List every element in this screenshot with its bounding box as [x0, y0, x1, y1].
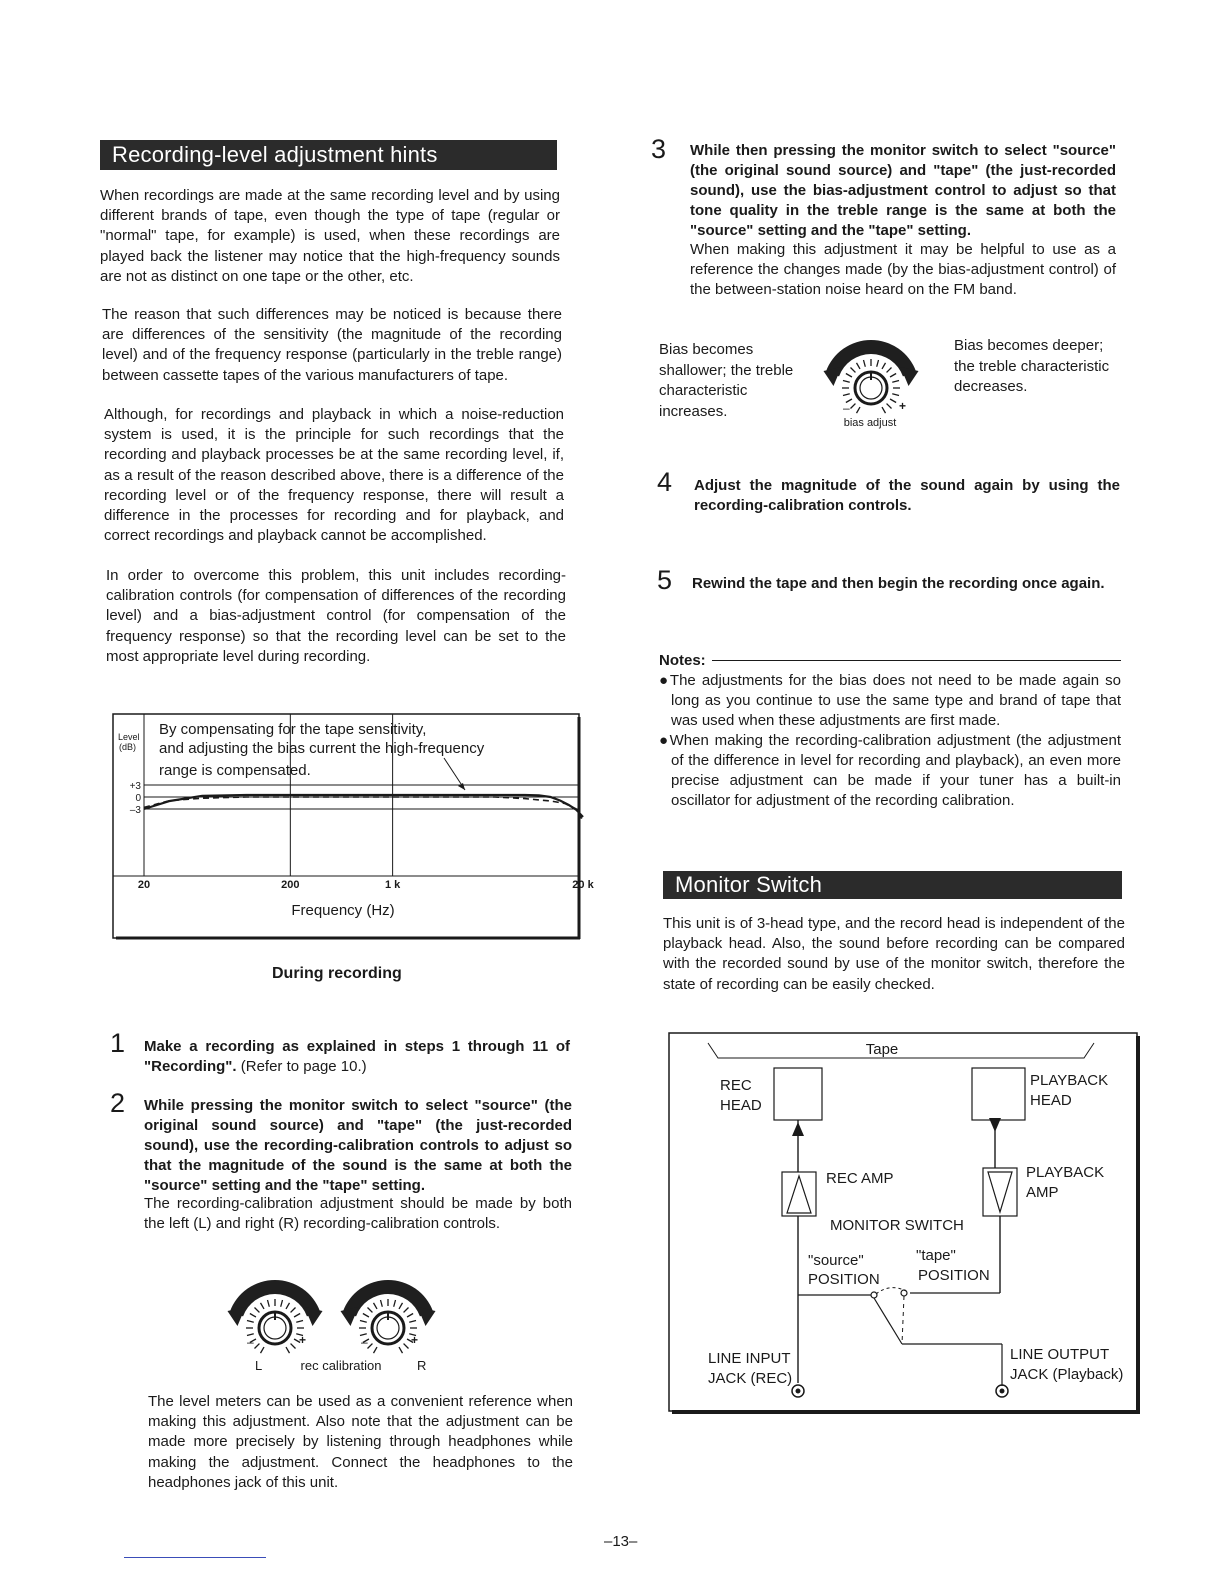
- knob-dial: [227, 1280, 322, 1353]
- knob-tick: [261, 1303, 265, 1309]
- frequency-response-chart: [108, 708, 594, 944]
- section-title-monitor-switch: Monitor Switch: [663, 871, 1122, 899]
- playback-amp-box: [983, 1168, 1017, 1216]
- bias-left-line: increases.: [659, 402, 728, 420]
- y-axis-label-line2: (dB): [119, 742, 137, 752]
- knob-tick: [887, 367, 892, 372]
- knob-tick: [291, 1307, 296, 1312]
- knob-tick: [877, 360, 879, 367]
- knob-tick: [267, 1300, 269, 1307]
- knob-tick: [360, 1320, 367, 1322]
- bias-deeper-text: [954, 336, 1109, 398]
- playback-amp-label: PLAYBACK: [1026, 1164, 1105, 1181]
- knob-arrow-left: [823, 367, 841, 386]
- knob-tick: [286, 1303, 290, 1309]
- knob-plus-left: +: [299, 1333, 307, 1347]
- knob-tick: [857, 407, 861, 413]
- rec-calibration-caption: rec calibration: [300, 1358, 382, 1373]
- hints-paragraph-1: When recordings are made at the same recording level and by using different brands of tape, even though the type of tape (regular or "normal" tape, for example) is used, when these recordings are played back the listener may notice that the high-frequency sounds are not as distinct on one tape or the other, etc.: [100, 187, 560, 285]
- x-tick-label: 1 k: [384, 879, 401, 891]
- knob-tick: [843, 380, 850, 382]
- knob-arrow-right: [418, 1307, 436, 1326]
- knob-left-label: L: [255, 1358, 263, 1373]
- rec-head-label: REC: [720, 1077, 752, 1094]
- monitor-switch-label: MONITOR SWITCH: [830, 1217, 964, 1234]
- step-3-bold-text: [690, 141, 1116, 241]
- monitor-switch-diagram: [664, 1028, 1144, 1420]
- knob-tick: [890, 374, 896, 378]
- playback-head-label: PLAYBACK: [1030, 1072, 1109, 1089]
- x-axis-label: Frequency (Hz): [291, 902, 395, 919]
- source-position-label: "source": [808, 1252, 864, 1269]
- step-3-number: 3: [651, 134, 667, 164]
- knob-tick: [882, 363, 886, 369]
- chart-title-line1: By compensating for the tape sensitivity,: [159, 721, 427, 738]
- knob-tick: [291, 1344, 296, 1349]
- bias-left-line: shallower; the treble: [659, 361, 794, 379]
- knob-tick: [250, 1314, 256, 1318]
- step-1-bold: Make a recording as explained in steps 1 through 11 of "Recording".: [144, 1038, 570, 1075]
- knob-tick: [857, 363, 861, 369]
- step-5-text: [692, 574, 1122, 594]
- y-tick-label: 0: [135, 793, 141, 804]
- playback-head-label: HEAD: [1030, 1092, 1072, 1109]
- line-output-label: LINE OUTPUT: [1010, 1346, 1110, 1363]
- monitor-switch-paragraph: This unit is of 3-head type, and the record head is independent of the playback head. Also, the sound before recording can be compared with the recorded sound by use of the monitor switch, therefore the state of recording can be easily checked.: [663, 915, 1125, 993]
- chart-title-line2: and adjusting the bias current the high-frequency: [159, 740, 485, 757]
- knob-tick: [374, 1347, 378, 1353]
- line-input-label: JACK (REC): [708, 1370, 793, 1387]
- knob-tick: [367, 1307, 372, 1312]
- x-tick-label: 200: [281, 879, 300, 891]
- footer-rule: [124, 1557, 266, 1558]
- knob-tick: [374, 1303, 378, 1309]
- rec-calibration-knobs: [225, 1258, 445, 1378]
- knob-tick: [296, 1320, 303, 1322]
- line-output-label: JACK (Playback): [1010, 1366, 1124, 1383]
- bias-left-line: Bias becomes: [659, 341, 754, 358]
- knob-tick: [407, 1314, 413, 1318]
- level-meters-paragraph: The level meters can be used as a convenient reference when making this adjustment. Also note that the adjustment can be made more precisely by listening through headphones while making the adjustment. Connect the headphones to the headphones jack of this unit.: [148, 1393, 573, 1491]
- knob-tick: [247, 1320, 254, 1322]
- step-1-text: [144, 1037, 570, 1077]
- knob-tick: [380, 1300, 382, 1307]
- hints-paragraph-4: In order to overcome this problem, this unit includes recording-calibration controls (for compensation of differences of the recording level) and a bias-adjustment control (for compensation of the frequency response) so that the recording level can be set to the most appropriate level during recording.: [106, 567, 566, 665]
- bias-right-line: decreases.: [954, 378, 1028, 395]
- step-2-bold-text: [144, 1096, 572, 1196]
- rec-amp-label: REC AMP: [826, 1170, 894, 1187]
- knob-tick: [863, 360, 865, 367]
- y-tick-label: +3: [129, 781, 141, 792]
- step-2-bold: While pressing the monitor switch to select "source" (the original sound source) and "tape" (the just-recorded sound), use the recording-calibration controls to adjust so that the magnitude of the sound is the same at both the "source" setting and the "tape" setting.: [144, 1097, 572, 1194]
- bias-adjust-caption: bias adjust: [843, 417, 897, 429]
- knob-arrow-right: [901, 367, 919, 386]
- during-recording-heading: During recording: [272, 965, 402, 982]
- step-2-normal-text: The recording-calibration adjustment should be made by both the left (L) and right (R) recording-calibration controls.: [144, 1195, 572, 1232]
- knob-arrow-left: [227, 1307, 245, 1326]
- knob-tick: [887, 404, 892, 409]
- knob-tick: [843, 394, 850, 396]
- knob-tick: [254, 1307, 259, 1312]
- knob-minus-right: –: [361, 1335, 368, 1349]
- bias-right-line: Bias becomes deeper;: [954, 337, 1104, 354]
- knob-tick: [281, 1300, 283, 1307]
- chart-title-line3: range is compensated.: [159, 762, 311, 779]
- knob-tick: [846, 374, 852, 378]
- step-3-bold: While then pressing the monitor switch to select "source" (the original sound source) and "tape" (the just-recorded sound), use the bias-adjustment control to adjust so that tone quality in the treble range is the same at both the "source" setting and the "tape" setting.: [690, 142, 1116, 239]
- knob-tick: [890, 399, 896, 403]
- tape-position-label: POSITION: [918, 1267, 990, 1284]
- knob-tick: [882, 407, 886, 413]
- line-input-label: LINE INPUT: [708, 1350, 791, 1367]
- bias-right-line: the treble characteristic: [954, 357, 1110, 375]
- notes-section: [659, 652, 1121, 811]
- knob-tick: [409, 1320, 416, 1322]
- bias-knob-plus: +: [899, 399, 907, 413]
- knob-right-label: R: [417, 1358, 427, 1373]
- x-tick-label: 20: [137, 879, 151, 891]
- step-3-normal-text: When making this adjustment it may be helpful to use as a reference the changes made (by the bias-adjustment control) of the between-station noise heard on the FM band.: [690, 241, 1116, 298]
- step-5-bold: Rewind the tape and then begin the recording once again.: [692, 575, 1105, 592]
- rec-head-label: HEAD: [720, 1097, 762, 1114]
- knob-tick: [850, 404, 855, 409]
- knob-arrow-left: [340, 1307, 358, 1326]
- bias-adjust-knob: [814, 322, 938, 434]
- knob-tick: [850, 367, 855, 372]
- step-4-bold: Adjust the magnitude of the sound again by using the recording-calibration controls.: [694, 477, 1120, 514]
- knob-tick: [286, 1347, 290, 1353]
- bias-knob-minus: –: [843, 401, 850, 415]
- knob-tick: [261, 1347, 265, 1353]
- bias-shallower-text: [659, 340, 793, 422]
- knob-tick: [394, 1300, 396, 1307]
- hints-paragraph-2: The reason that such differences may be noticed is because there are differences of the sensitivity (the magnitude of the recording level) and of the frequency response (particularly in the treble range) between cassette tapes of the various manufacturers of tape.: [102, 306, 562, 384]
- step-4-number: 4: [657, 467, 673, 497]
- knob-tick: [892, 394, 899, 396]
- step-1-number: 1: [110, 1028, 126, 1058]
- step-2-number: 2: [110, 1088, 126, 1118]
- y-axis-label-line1: Level: [118, 732, 140, 742]
- section-title-recording-hints: Recording-level adjustment hints: [100, 140, 557, 170]
- note-item: ●When making the recording-calibration adjustment (the adjustment of the difference in level for recording and playback), an even more precise adjustment can be made if your tuner has a built-in oscillator for adjustment of the recording calibration.: [659, 732, 1121, 809]
- source-position-label: POSITION: [808, 1271, 880, 1288]
- knob-tick: [399, 1347, 403, 1353]
- knob-tick: [892, 380, 899, 382]
- knob-plus-right: +: [411, 1333, 419, 1347]
- knob-tick: [399, 1303, 403, 1309]
- notes-divider: [712, 660, 1121, 661]
- notes-title: Notes:: [659, 652, 706, 669]
- playback-amp-label: AMP: [1026, 1184, 1059, 1201]
- knob-minus-left: –: [247, 1335, 254, 1349]
- tape-label: Tape: [865, 1041, 899, 1058]
- bias-left-line: characteristic: [659, 382, 748, 399]
- knob-dial: [340, 1280, 435, 1353]
- x-tick-label: 20 k: [572, 879, 594, 891]
- knob-arrow-right: [305, 1307, 323, 1326]
- rec-amp-box: [782, 1172, 816, 1216]
- step-4-text: [694, 476, 1120, 516]
- knob-tick: [363, 1314, 369, 1318]
- knob-tick: [367, 1344, 372, 1349]
- step-1-normal: (Refer to page 10.): [236, 1058, 367, 1075]
- knob-tick: [254, 1344, 259, 1349]
- hints-paragraph-3: Although, for recordings and playback in which a noise-reduction system is used, it is the principle for such recordings that the recording and playback processes be at the same recording level, if, as a result of the reason described above, there is a difference of the recording level or of the frequency response, there will result a difference in the processes for recording and for playback, and correct recordings and playback cannot be accomplished.: [104, 406, 564, 545]
- knob-tick: [404, 1344, 409, 1349]
- knob-tick: [404, 1307, 409, 1312]
- page-number: –13–: [604, 1533, 638, 1550]
- tape-position-label: "tape": [916, 1247, 956, 1264]
- knob-tick: [294, 1314, 300, 1318]
- y-tick-label: –3: [129, 805, 141, 816]
- step-5-number: 5: [657, 565, 673, 595]
- note-item: ●The adjustments for the bias does not need to be made again so long as you continue to use the same type and brand of tape that was used when these adjustments are first made.: [659, 672, 1121, 729]
